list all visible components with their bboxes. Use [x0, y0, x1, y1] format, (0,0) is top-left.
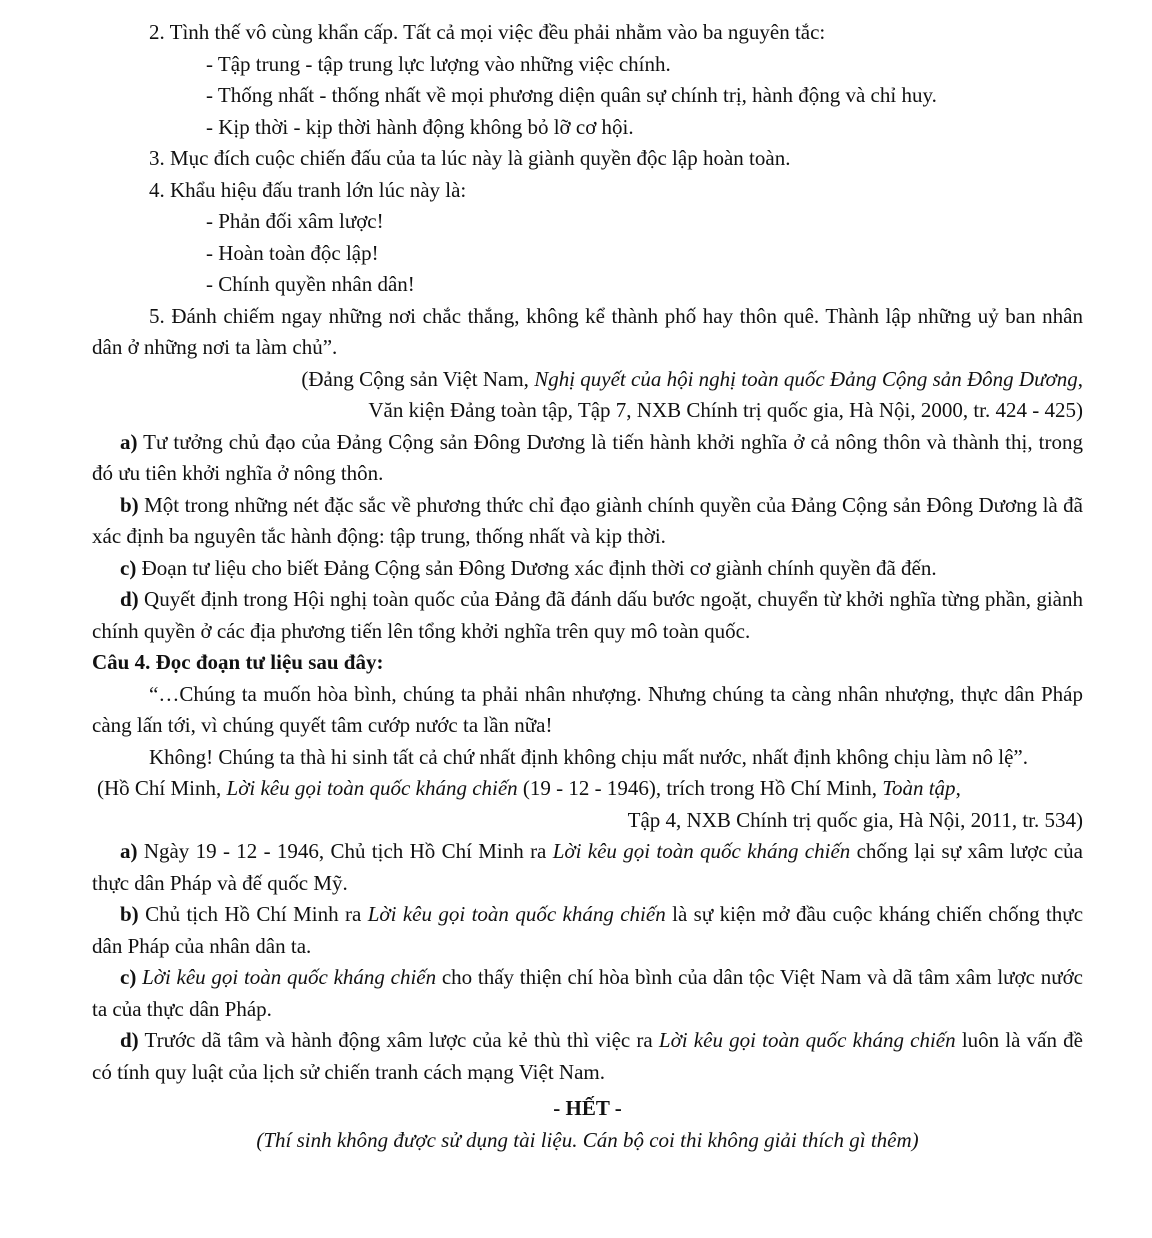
q4-quote-2: Không! Chúng ta thà hi sinh tất cả chứ nhất định không chịu mất nước, nhất định không chịu làm nô lệ”.: [149, 744, 1028, 769]
q4-text-b-post: là sự kiện mở đầu cuộc kháng chiến chống thực dân Pháp của nhân dân ta.: [92, 902, 1084, 958]
q4-label-d: d): [120, 1028, 139, 1052]
q4-text-a-title: Lời kêu gọi toàn quốc kháng chiến: [552, 839, 851, 863]
q3-statement-c: [92, 553, 1083, 585]
q4-statement-b: [92, 899, 1083, 962]
q4-text-a-pre: Ngày 19 - 12 - 1946, Chủ tịch Hồ Chí Minh ra: [137, 839, 553, 863]
exam-note-text: (Thí sinh không được sử dụng tài liệu. Cán bộ coi thi không giải thích gì thêm): [256, 1127, 919, 1152]
q4-text-d-pre: Trước dã tâm và hành động xâm lược của kẻ thù thì việc ra: [138, 1028, 659, 1052]
q4-statement-d: [92, 1025, 1083, 1088]
q3-label-d: d): [120, 587, 139, 611]
end-marker: - HẾT -: [553, 1096, 622, 1120]
item-2: 2. Tình thế vô cùng khẩn cấp. Tất cả mọi việc đều phải nhằm vào ba nguyên tắc:: [149, 20, 826, 44]
q4-text-b-pre: Chủ tịch Hồ Chí Minh ra: [138, 902, 368, 926]
q4-label-a: a): [120, 839, 138, 863]
q3-text-d: Quyết định trong Hội nghị toàn quốc của Đảng đã đánh dấu bước ngoặt, chuyển từ khởi nghĩa từng phần, giành chính quyền ở các địa phương tiến lên tổng khởi nghĩa trên quy mô toàn quốc.: [92, 587, 1083, 643]
source-2-collection: Toàn tập: [882, 776, 956, 800]
source-citation-1: [92, 364, 1083, 396]
q3-statement-d: [92, 584, 1083, 647]
item-4: 4. Khẩu hiệu đấu tranh lớn lúc này là:: [149, 177, 467, 202]
q4-text-b-title: Lời kêu gọi toàn quốc kháng chiến: [367, 902, 666, 926]
source-2-middle: (19 - 12 - 1946), trích trong Hồ Chí Minh,: [517, 776, 883, 800]
exam-document: [92, 17, 1083, 1156]
q3-text-a: Tư tưởng chủ đạo của Đảng Cộng sản Đông Dương là tiến hành khởi nghĩa ở cả nông thôn và thành thị, trong đó ưu tiên khởi nghĩa ở nông thôn.: [92, 429, 1083, 485]
q4-statement-a: [92, 836, 1083, 899]
q4-text-a-post: chống lại sự xâm lược của thực dân Pháp và đế quốc Mỹ.: [92, 839, 1084, 895]
slogan-2: - Hoàn toàn độc lập!: [206, 240, 379, 265]
source-2-suffix: ,: [955, 776, 961, 800]
item-5: 5. Đánh chiếm ngay những nơi chắc thắng, không kể thành phố hay thôn quê. Thành lập những uỷ ban nhân dân ở những nơi ta làm chủ”.: [92, 303, 1083, 359]
q3-label-b: b): [120, 492, 139, 517]
q3-statement-b: [92, 490, 1083, 553]
source-2-prefix: (Hồ Chí Minh,: [97, 776, 227, 800]
q3-label-c: c): [120, 555, 137, 580]
question-4-heading: Câu 4. Đọc đoạn tư liệu sau đây:: [92, 650, 384, 674]
source-1-prefix: (Đảng Cộng sản Việt Nam,: [301, 366, 535, 391]
slogan-1: - Phản đối xâm lược!: [206, 209, 384, 233]
source-citation-2: [92, 773, 1083, 805]
source-citation-1-line-2: Văn kiện Đảng toàn tập, Tập 7, NXB Chính trị quốc gia, Hà Nội, 2000, tr. 424 - 425): [368, 398, 1083, 422]
q3-text-c: Đoạn tư liệu cho biết Đảng Cộng sản Đông Dương xác định thời cơ giành chính quyền đã đến.: [136, 555, 937, 580]
slogan-3: - Chính quyền nhân dân!: [206, 272, 415, 296]
q4-text-c-title: Lời kêu gọi toàn quốc kháng chiến: [142, 965, 437, 989]
item-2-principle-3: - Kịp thời - kịp thời hành động không bỏ lỡ cơ hội.: [206, 114, 634, 139]
item-3: 3. Mục đích cuộc chiến đấu của ta lúc này là giành quyền độc lập hoàn toàn.: [149, 146, 791, 170]
q4-label-b: b): [120, 902, 139, 926]
q3-statement-a: [92, 427, 1083, 490]
exam-note: [92, 1125, 1083, 1157]
source-1-title: Nghị quyết của hội nghị toàn quốc Đảng Cộng sản Đông Dương: [534, 366, 1078, 391]
source-2-title: Lời kêu gọi toàn quốc kháng chiến: [226, 776, 518, 800]
q4-label-c: c): [120, 965, 137, 989]
source-citation-2-line-2: Tập 4, NXB Chính trị quốc gia, Hà Nội, 2011, tr. 534): [627, 807, 1083, 832]
q4-text-d-post: luôn là vấn đề có tính quy luật của lịch sử chiến tranh cách mạng Việt Nam.: [92, 1028, 1083, 1084]
q4-statement-c: [92, 962, 1083, 1025]
q3-text-b: Một trong những nét đặc sắc về phương thức chỉ đạo giành chính quyền của Đảng Cộng sản Đông Dương là đã xác định ba nguyên tắc hành động: tập trung, thống nhất và kịp thời.: [92, 492, 1083, 548]
q4-quote-1: “…Chúng ta muốn hòa bình, chúng ta phải nhân nhượng. Nhưng chúng ta càng nhân nhượng, thực dân Pháp càng lấn tới, vì chúng quyết tâm cướp nước ta lần nữa!: [92, 681, 1083, 737]
source-1-suffix: ,: [1077, 366, 1083, 391]
item-2-principle-2: - Thống nhất - thống nhất về mọi phương diện quân sự chính trị, hành động và chỉ huy.: [206, 83, 937, 107]
item-2-principle-1: - Tập trung - tập trung lực lượng vào những việc chính.: [206, 51, 671, 76]
q4-text-c-post: cho thấy thiện chí hòa bình của dân tộc Việt Nam và dã tâm xâm lược nước ta của thực dân Pháp.: [92, 965, 1084, 1021]
q4-text-d-title: Lời kêu gọi toàn quốc kháng chiến: [658, 1028, 956, 1052]
q3-label-a: a): [120, 429, 138, 454]
